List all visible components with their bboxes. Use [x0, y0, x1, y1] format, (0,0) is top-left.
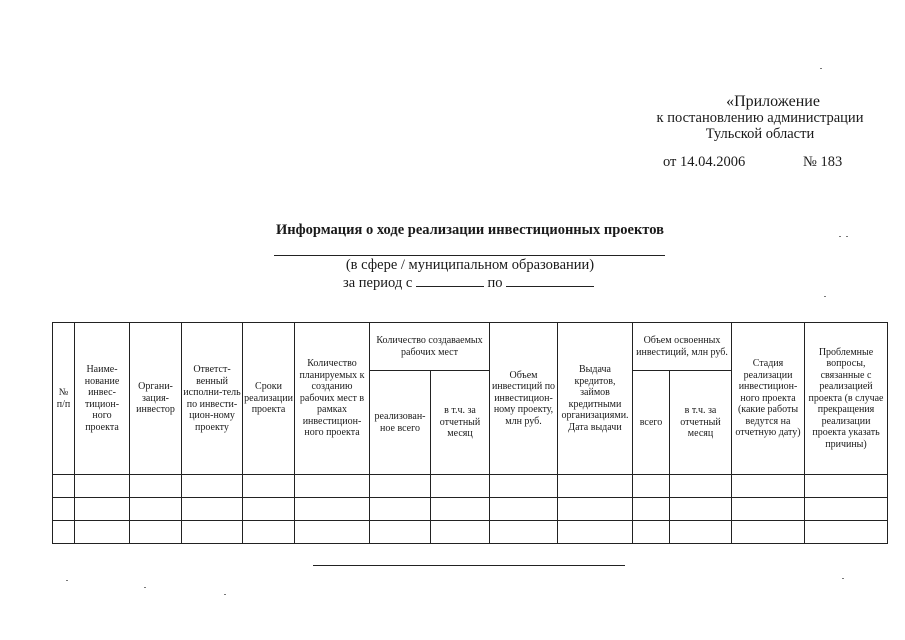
table-cell [75, 521, 130, 544]
appendix-region: Тульской области [705, 126, 815, 142]
table-cell [182, 498, 243, 521]
header-project-name: Наиме-нование инвес-тицион-ного проекта [75, 323, 130, 475]
period-from-blank [416, 274, 484, 287]
header-investment-volume: Объем инвестиций по инвестицион-ному проекту, млн руб. [490, 323, 558, 475]
table-cell [805, 521, 888, 544]
table-cell [805, 475, 888, 498]
table-cell [53, 475, 75, 498]
header-investor: Органи-зация-инвестор [130, 323, 182, 475]
scan-speck [824, 296, 826, 297]
header-jobs-total: реализован-ное всего [370, 371, 431, 475]
document-title: Информация о ходе реализации инвестиционных проектов [276, 222, 664, 238]
table-cell [490, 521, 558, 544]
table-cell [182, 521, 243, 544]
header-invest-group: Объем освоенных инвестиций, млн руб. [633, 323, 732, 371]
table-cell [558, 521, 633, 544]
table-cell [732, 475, 805, 498]
table-cell [490, 498, 558, 521]
header-terms: Сроки реализации проекта [243, 323, 295, 475]
header-jobs-month: в т.ч. за отчетный месяц [431, 371, 490, 475]
table-cell [243, 475, 295, 498]
table-row [53, 498, 888, 521]
table-cell [243, 498, 295, 521]
scan-speck [144, 587, 146, 588]
table-cell [633, 475, 670, 498]
table-cell [633, 521, 670, 544]
table-cell [53, 521, 75, 544]
table-cell [431, 475, 490, 498]
table-cell [295, 498, 370, 521]
header-problems: Проблемные вопросы, связанные с реализацией проекта (в случае прекращения реализации проекта указать причины) [805, 323, 888, 475]
table-cell [295, 475, 370, 498]
appendix-reference: к постановлению администрации [656, 110, 864, 126]
table-cell [431, 521, 490, 544]
header-number: № п/п [53, 323, 75, 475]
header-invest-month: в т.ч. за отчетный месяц [670, 371, 732, 475]
document-subtitle: (в сфере / муниципальном образовании) [345, 257, 595, 273]
table-cell [370, 498, 431, 521]
scan-speck [224, 594, 226, 595]
scan-speck [842, 578, 844, 579]
header-responsible: Ответст-венный исполни-тель по инвести-цион-ному проекту [182, 323, 243, 475]
scan-speck [839, 236, 841, 237]
table-cell [670, 521, 732, 544]
appendix-block [640, 94, 880, 142]
projects-table [52, 322, 888, 544]
table-cell [670, 498, 732, 521]
appendix-heading: «Приложение [726, 93, 820, 110]
table-cell [670, 475, 732, 498]
order-date: от 14.04.2006 [663, 154, 746, 170]
table-cell [732, 498, 805, 521]
period-to-label: по [487, 275, 503, 291]
scan-speck [846, 236, 848, 237]
header-jobs-group: Количество создаваемых рабочих мест [370, 323, 490, 371]
order-number: № 183 [803, 154, 843, 170]
table-cell [370, 475, 431, 498]
period-to-blank [506, 274, 594, 287]
header-planned-jobs: Количество планируемых к созданию рабочих мест в рамках инвестицион-ного проекта [295, 323, 370, 475]
table-row [53, 475, 888, 498]
table-cell [732, 521, 805, 544]
table-cell [558, 498, 633, 521]
table-cell [295, 521, 370, 544]
table-cell [182, 475, 243, 498]
table-cell [431, 498, 490, 521]
scan-speck [66, 580, 68, 581]
table-cell [558, 475, 633, 498]
header-invest-total: всего [633, 371, 670, 475]
table-cell [370, 521, 431, 544]
header-row-1 [53, 323, 888, 371]
reporting-period [343, 274, 594, 292]
table-cell [75, 498, 130, 521]
title-underline [274, 255, 665, 256]
table-cell [53, 498, 75, 521]
table-row [53, 521, 888, 544]
header-stage: Стадия реализации инвестицион-ного проекта (какие работы ведутся на отчетную дату) [732, 323, 805, 475]
table-cell [805, 498, 888, 521]
table-cell [130, 498, 182, 521]
table-cell [243, 521, 295, 544]
table-cell [490, 475, 558, 498]
signature-line [313, 565, 625, 566]
table-cell [130, 521, 182, 544]
table-cell [75, 475, 130, 498]
header-credits: Выдача кредитов, займов кредитными организациями. Дата выдачи [558, 323, 633, 475]
period-from-label: за период с [343, 275, 413, 291]
scan-speck [820, 68, 822, 69]
table-cell [633, 498, 670, 521]
table-cell [130, 475, 182, 498]
